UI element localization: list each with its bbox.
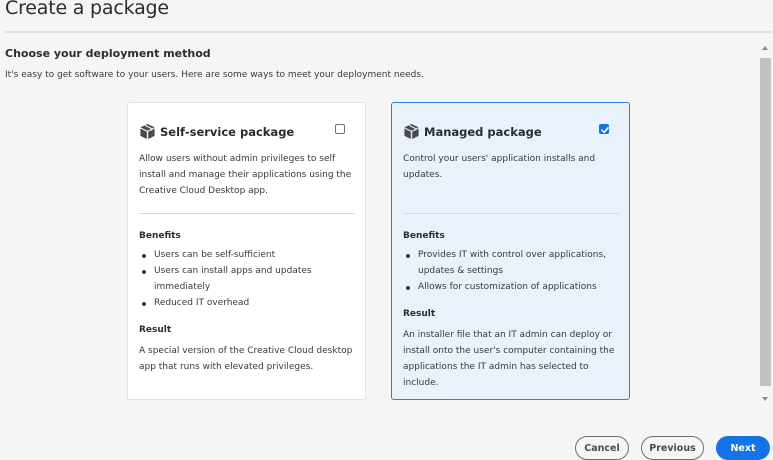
- result-text: An installer file that an IT admin can deploy or install onto the user's computer containing the applications the IT admin has selected to include.: [403, 330, 615, 388]
- managed-card[interactable]: [391, 102, 630, 400]
- card-description: Allow users without admin privileges to self install and manage their applications using the Creative Cloud Desktop app.: [139, 154, 352, 196]
- card-description: Control your users' application installs and updates.: [403, 154, 596, 180]
- list-item: Provides IT with control over applications, updates & settings: [403, 248, 623, 279]
- list-item: Reduced IT overhead: [139, 296, 359, 312]
- scroll-content: [0, 34, 758, 406]
- benefits-heading: Benefits: [403, 231, 445, 241]
- vertical-scrollbar[interactable]: [758, 42, 772, 406]
- card-header: [139, 123, 294, 140]
- managed-checkbox[interactable]: [599, 124, 609, 134]
- page-title: Create a package: [5, 0, 169, 19]
- next-button[interactable]: Next: [716, 436, 770, 460]
- card-title: Self-service package: [160, 124, 295, 139]
- title-divider: [5, 31, 771, 33]
- result-heading: Result: [403, 309, 436, 319]
- scroll-down-arrow-icon[interactable]: [762, 397, 768, 401]
- card-header: [403, 123, 542, 140]
- benefits-list: [139, 248, 359, 312]
- benefits-list: [403, 248, 623, 296]
- package-box-icon: [403, 123, 420, 140]
- result-heading: Result: [139, 325, 172, 335]
- checkmark-icon: [600, 125, 610, 135]
- section-description: It's easy to get software to your users. Here are some ways to meet your deployment needs.: [5, 70, 424, 80]
- list-item: Users can be self-sufficient: [139, 248, 359, 264]
- scroll-thumb[interactable]: [760, 58, 771, 386]
- card-divider: [403, 213, 619, 214]
- list-item: Allows for customization of applications: [403, 280, 623, 296]
- self-service-checkbox[interactable]: [335, 124, 345, 134]
- section-heading: Choose your deployment method: [5, 47, 211, 60]
- card-divider: [139, 213, 355, 214]
- benefits-heading: Benefits: [139, 231, 181, 241]
- package-box-icon: [139, 123, 156, 140]
- previous-button[interactable]: Previous: [641, 436, 704, 460]
- card-title: Managed package: [424, 124, 542, 139]
- cancel-button[interactable]: Cancel: [575, 436, 629, 460]
- self-service-card[interactable]: [127, 102, 366, 400]
- result-text: A special version of the Creative Cloud desktop app that runs with elevated privileges.: [139, 346, 353, 372]
- scroll-up-arrow-icon[interactable]: [762, 46, 768, 50]
- list-item: Users can install apps and updates immediately: [139, 264, 359, 295]
